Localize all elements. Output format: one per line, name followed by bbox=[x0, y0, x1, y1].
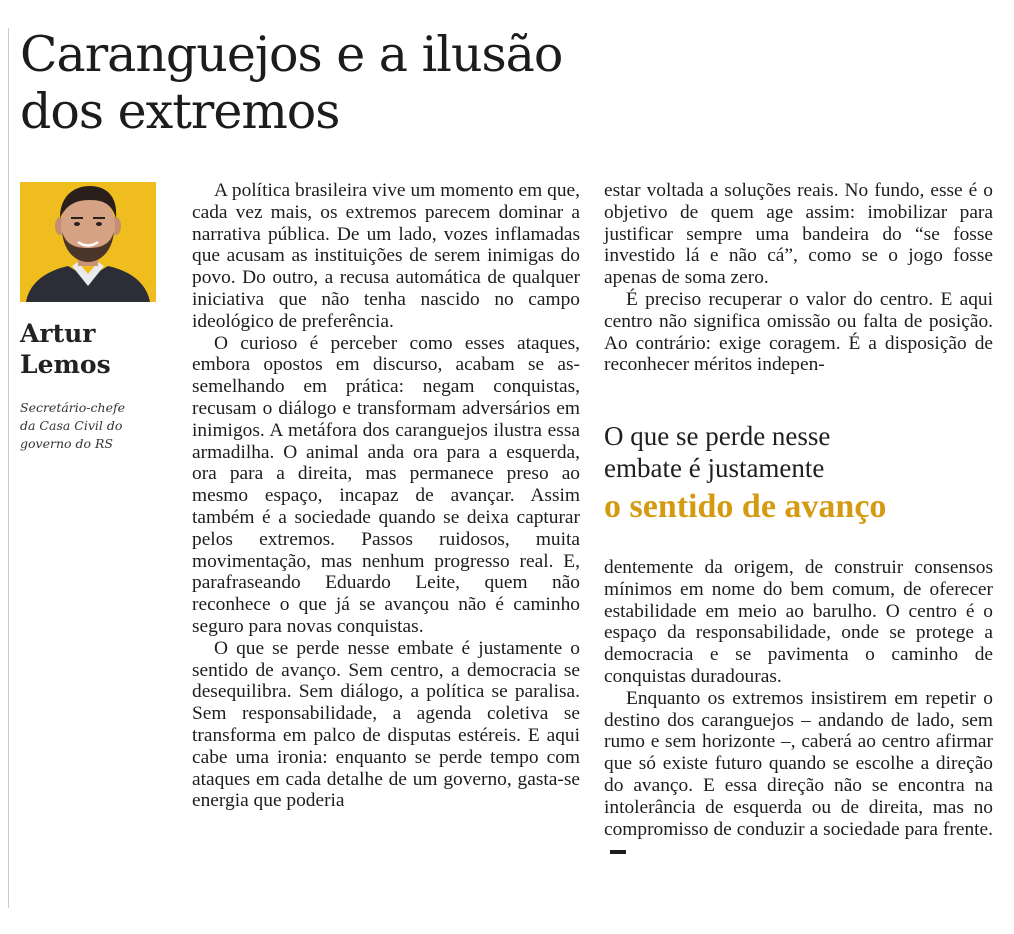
author-name bbox=[20, 318, 111, 380]
body-column-2-top bbox=[604, 180, 993, 376]
author-role-line-2: da Casa Civil do bbox=[20, 418, 123, 433]
pull-quote-line-1: O que se perde nesse bbox=[604, 421, 831, 451]
end-of-article-mark bbox=[610, 850, 626, 854]
article-title bbox=[20, 26, 640, 140]
title-line-1: Caranguejos e a ilusão bbox=[20, 26, 563, 83]
pull-quote-highlight: o sentido de avanço bbox=[604, 488, 887, 525]
author-portrait-image bbox=[20, 182, 156, 302]
author-role-line-1: Secretário-chefe bbox=[20, 400, 126, 415]
body-paragraph-4-continued: dentemente da origem, de construir consensos mínimos em nome do bem comum, de oferecer estabilidade em meio ao barulho. O centro é o espaço da responsabilidade, onde se protege a democracia e se pavimenta o caminho de conquistas duradouras. bbox=[604, 557, 993, 687]
body-paragraph-5-text: Enquanto os extremos insistirem em repetir o destino dos caranguejos – andando de lado, sem rumo e sem horizonte –, caberá ao centro afirmar que só existe futuro quando se escolhe a direção do avanço. E essa direção não se encontra na intolerância de esquerda ou de direita, mas no compromisso de conduzir a sociedade para frente. bbox=[604, 687, 993, 840]
pull-quote-line-2: embate é justamente bbox=[604, 453, 825, 483]
pull-quote bbox=[604, 420, 993, 528]
body-paragraph-1: A política brasileira vive um momento em que, cada vez mais, os extremos parecem dominar a narrativa pública. De um lado, vozes inflamadas que acusam as instituições de serem inimigas do povo. Do outro, a recusa automática de qualquer iniciativa que não tenha nascido no campo ideológico de preferência. bbox=[192, 180, 580, 332]
body-column-1 bbox=[192, 180, 580, 812]
body-paragraph-3: O que se perde nesse embate é justamente o sentido de avanço. Sem centro, a democracia se desequilibra. Sem diálogo, a política se paralisa. Sem responsabilidade, a agenda coletiva se transforma em palco de disputas estéreis. E aqui cabe uma ironia: enquanto se perde tempo com ataques em cada detalhe de um governo, gasta-se energia que poderia bbox=[192, 637, 580, 812]
author-role bbox=[20, 399, 155, 453]
author-role-line-3: governo do RS bbox=[20, 436, 113, 451]
body-paragraph-3-continued: estar voltada a soluções reais. No fundo, esse é o objetivo de quem age assim: imobilizar para justificar sempre uma bandeira do “se fosse investido lá e não cá”, como se o jogo fosse apenas de soma zero. bbox=[604, 180, 993, 289]
page-edge-rule bbox=[8, 28, 9, 908]
author-first-name: Artur bbox=[20, 319, 96, 348]
author-photo bbox=[20, 182, 156, 302]
body-paragraph-5 bbox=[604, 688, 993, 862]
body-paragraph-4: É preciso recuperar o valor do centro. E aqui centro não significa omissão ou falta de posição. Ao contrário: exige coragem. É a disposição de reconhecer méritos indepen- bbox=[604, 288, 993, 376]
title-line-2: dos extremos bbox=[20, 83, 340, 140]
body-column-2-bottom bbox=[604, 557, 993, 862]
body-paragraph-2: O curioso é perceber como esses ataques, embora opostos em discurso, acabam se assemelhando em prática: negam conquistas, recusam o diálogo e transformam adversários em inimigos. A metáfora dos caranguejos ilustra essa armadilha. O animal anda ora para a esquerda, ora para a direita, mas permanece preso ao mesmo espaço, incapaz de avançar. Assim também é a sociedade quando se deixa capturar pelos extremos. Passos ruidosos, muita movimentação, mas nenhum progresso real. E, parafraseando Eduardo Leite, quem não reconhece o que já se avançou não é caminho seguro para novas conquistas. bbox=[192, 332, 580, 637]
author-last-name: Lemos bbox=[20, 350, 111, 379]
